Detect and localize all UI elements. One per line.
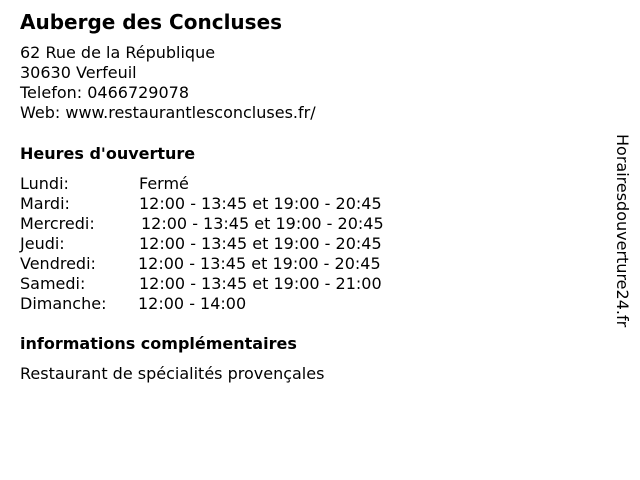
- phone-number: Telefon: 0466729078: [20, 83, 190, 102]
- additional-info-text: Restaurant de spécialités provençales: [20, 364, 325, 383]
- address-city: 30630 Verfeuil: [20, 63, 137, 82]
- hours-day: Mardi:: [20, 194, 70, 213]
- hours-day: Lundi:: [20, 174, 69, 193]
- hours-day: Mercredi:: [20, 214, 95, 233]
- website: Web: www.restaurantlesconcluses.fr/: [20, 103, 316, 122]
- business-name: Auberge des Concluses: [20, 10, 283, 34]
- additional-info-heading: informations complémentaires: [20, 334, 297, 353]
- address-street: 62 Rue de la République: [20, 43, 216, 62]
- hours-time: 12:00 - 13:45 et 19:00 - 20:45: [138, 254, 381, 273]
- hours-time: 12:00 - 13:45 et 19:00 - 21:00: [139, 274, 382, 293]
- hours-time: Fermé: [139, 174, 189, 193]
- hours-time: 12:00 - 13:45 et 19:00 - 20:45: [139, 194, 382, 213]
- hours-day: Dimanche:: [20, 294, 107, 313]
- business-address-block: [20, 43, 316, 123]
- hours-time: 12:00 - 13:45 et 19:00 - 20:45: [139, 234, 382, 253]
- hours-time: 12:00 - 14:00: [138, 294, 247, 313]
- opening-hours-heading: Heures d'ouverture: [20, 144, 196, 163]
- hours-day: Jeudi:: [20, 234, 65, 253]
- hours-day: Samedi:: [20, 274, 86, 293]
- hours-time: 12:00 - 13:45 et 19:00 - 20:45: [141, 214, 384, 233]
- site-watermark: Horairesdouverture24.fr: [613, 134, 632, 328]
- hours-day: Vendredi:: [20, 254, 96, 273]
